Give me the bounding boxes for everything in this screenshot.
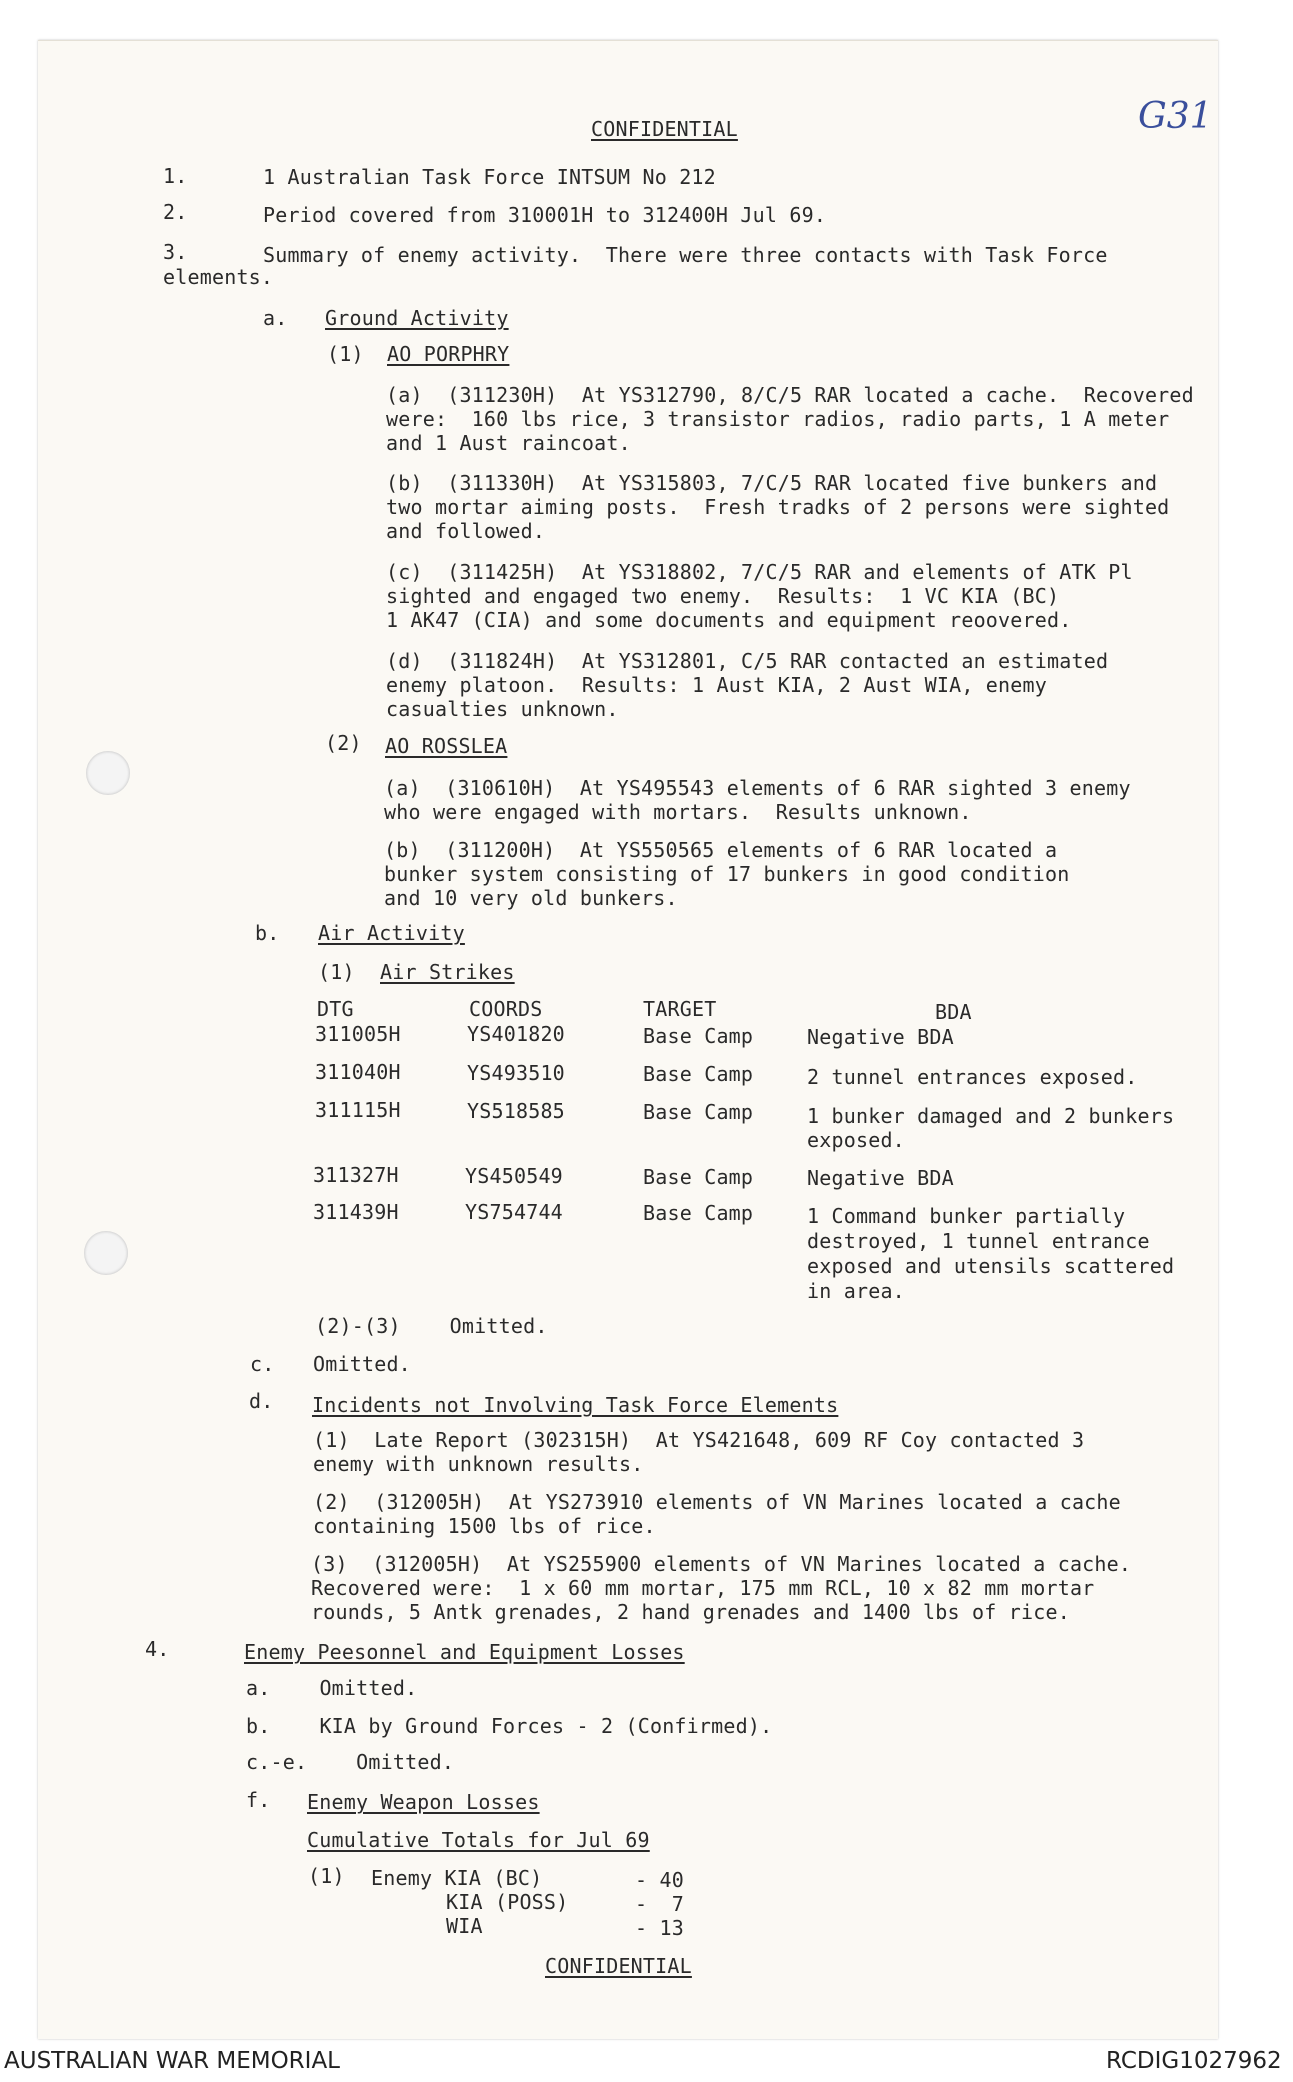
- para-1-text: 1 Australian Task Force INTSUM No 212: [263, 165, 716, 189]
- classification-footer: CONFIDENTIAL: [545, 1954, 692, 1978]
- ao-porphry-item-line: 1 AK47 (CIA) and some documents and equipment reoovered.: [386, 608, 1072, 632]
- losses-label: KIA (POSS): [446, 1890, 569, 1914]
- losses-label: WIA: [446, 1914, 483, 1938]
- air-strike-coords: YS518585: [467, 1099, 565, 1123]
- incident-line: enemy with unknown results.: [313, 1452, 644, 1476]
- air-strike-target: Base Camp: [643, 1100, 754, 1124]
- ao-porphry-item-line: two mortar aiming posts. Fresh tradks of 2 persons were sighted: [386, 495, 1170, 519]
- air-strike-bda: in area.: [807, 1279, 905, 1303]
- para-4b: b. KIA by Ground Forces - 2 (Confirmed).: [246, 1714, 773, 1738]
- ao-porphry-item-line: sighted and engaged two enemy. Results: 1 VC KIA (BC): [386, 584, 1060, 608]
- air-strike-bda: destroyed, 1 tunnel entrance: [807, 1229, 1150, 1253]
- incident-line: (1) Late Report (302315H) At YS421648, 609 RF Coy contacted 3: [313, 1428, 1085, 1452]
- air-strike-bda: exposed and utensils scattered: [807, 1254, 1175, 1278]
- para-3a-label: a.: [263, 306, 288, 330]
- losses-value: - 40: [635, 1868, 684, 1892]
- incident-line: (2) (312005H) At YS273910 elements of VN Marines located a cache: [313, 1490, 1121, 1514]
- ao-rosslea-item-line: who were engaged with mortars. Results unknown.: [384, 800, 972, 824]
- incident-line: rounds, 5 Antk grenades, 2 hand grenades and 1400 lbs of rice.: [311, 1600, 1070, 1624]
- para-3c-text: Omitted.: [313, 1352, 411, 1376]
- incident-line: Recovered were: 1 x 60 mm mortar, 175 mm RCL, 10 x 82 mm mortar: [311, 1576, 1095, 1600]
- para-1-number: 1.: [163, 164, 188, 188]
- para-4-heading: Enemy Peesonnel and Equipment Losses: [244, 1640, 685, 1664]
- air-strike-coords: YS450549: [465, 1164, 563, 1188]
- air-strike-dtg: 311439H: [313, 1200, 399, 1224]
- air-strike-bda: exposed.: [807, 1128, 905, 1152]
- weapon-losses-heading: Enemy Weapon Losses: [307, 1790, 540, 1814]
- air-strike-bda: 1 Command bunker partially: [807, 1204, 1126, 1228]
- air-strike-dtg: 311040H: [315, 1060, 401, 1084]
- classification-header: CONFIDENTIAL: [591, 117, 738, 141]
- losses-number: (1): [308, 1864, 345, 1888]
- air-strike-target: Base Camp: [643, 1024, 754, 1048]
- losses-value: - 7: [635, 1892, 684, 1916]
- air-strike-bda: Negative BDA: [807, 1025, 954, 1049]
- column-header-dtg: DTG: [317, 997, 354, 1021]
- ao-porphry-item-line: (b) (311330H) At YS315803, 7/C/5 RAR located five bunkers and: [386, 471, 1158, 495]
- para-3d-label: d.: [249, 1389, 274, 1413]
- air-strike-coords: YS493510: [467, 1061, 565, 1085]
- air-strike-bda: 1 bunker damaged and 2 bunkers: [807, 1104, 1175, 1128]
- cumulative-totals-heading: Cumulative Totals for Jul 69: [307, 1828, 650, 1852]
- column-header-coords: COORDS: [469, 997, 543, 1021]
- incident-line: containing 1500 lbs of rice.: [313, 1514, 656, 1538]
- air-strikes-number: (1): [318, 960, 355, 984]
- ao-porphry-item-line: (a) (311230H) At YS312790, 8/C/5 RAR located a cache. Recovered: [386, 383, 1194, 407]
- handwritten-reference: G31: [1138, 96, 1213, 137]
- air-strike-coords: YS401820: [467, 1022, 565, 1046]
- ao-porphry-item-line: (c) (311425H) At YS318802, 7/C/5 RAR and elements of ATK Pl: [386, 560, 1133, 584]
- para-4-number: 4.: [145, 1637, 170, 1661]
- ground-activity-heading: Ground Activity: [325, 306, 509, 330]
- para-2-text: Period covered from 310001H to 312400H Jul 69.: [263, 203, 827, 227]
- air-strike-dtg: 311005H: [315, 1022, 401, 1046]
- punch-hole: [86, 751, 130, 795]
- ao-rosslea-heading: AO ROSSLEA: [385, 734, 508, 758]
- air-strike-dtg: 311327H: [313, 1163, 399, 1187]
- para-4a: a. Omitted.: [246, 1676, 418, 1700]
- ao-porphry-item-line: and followed.: [386, 519, 546, 543]
- archive-reference: RCDIG1027962: [1106, 2048, 1282, 2074]
- air-activity-heading: Air Activity: [318, 921, 465, 945]
- ao-porphry-item-line: casualties unknown.: [386, 697, 619, 721]
- archive-name: AUSTRALIAN WAR MEMORIAL: [4, 2048, 340, 2074]
- para-3-number: 3.: [163, 240, 188, 264]
- air-strike-dtg: 311115H: [315, 1098, 401, 1122]
- ao-porphry-item-line: and 1 Aust raincoat.: [386, 431, 631, 455]
- para-4c-e: c.-e. Omitted.: [246, 1750, 455, 1774]
- air-strike-bda: 2 tunnel entrances exposed.: [807, 1065, 1138, 1089]
- column-header-bda: BDA: [935, 1000, 972, 1024]
- ao-porphry-item-line: were: 160 lbs rice, 3 transistor radios, radio parts, 1 A meter: [386, 407, 1170, 431]
- air-strikes-heading: Air Strikes: [380, 960, 515, 984]
- air-activity-omitted: (2)-(3) Omitted.: [315, 1314, 548, 1338]
- ao-porphry-heading: AO PORPHRY: [387, 342, 510, 366]
- air-strike-target: Base Camp: [643, 1201, 754, 1225]
- air-strike-target: Base Camp: [643, 1062, 754, 1086]
- column-header-target: TARGET: [643, 997, 717, 1021]
- punch-hole: [84, 1231, 128, 1275]
- ao-porphry-item-line: enemy platoon. Results: 1 Aust KIA, 2 Aust WIA, enemy: [386, 673, 1048, 697]
- para-3-line: Summary of enemy activity. There were three contacts with Task Force: [263, 243, 1108, 267]
- ao-porphry-number: (1): [327, 342, 364, 366]
- ao-rosslea-item-line: (b) (311200H) At YS550565 elements of 6 RAR located a: [384, 838, 1058, 862]
- document-page: [38, 40, 1218, 2039]
- incidents-heading: Incidents not Involving Task Force Elements: [312, 1393, 839, 1417]
- ao-rosslea-item-line: (a) (310610H) At YS495543 elements of 6 RAR sighted 3 enemy: [384, 776, 1131, 800]
- para-3c-label: c.: [250, 1352, 275, 1376]
- para-3-line: elements.: [163, 265, 274, 289]
- ao-rosslea-item-line: bunker system consisting of 17 bunkers in good condition: [384, 862, 1070, 886]
- air-strike-bda: Negative BDA: [807, 1166, 954, 1190]
- air-strike-target: Base Camp: [643, 1165, 754, 1189]
- losses-label: Enemy KIA (BC): [371, 1866, 543, 1890]
- para-4f-label: f.: [246, 1788, 271, 1812]
- air-strike-coords: YS754744: [465, 1200, 563, 1224]
- para-2-number: 2.: [163, 200, 188, 224]
- para-3b-label: b.: [255, 921, 280, 945]
- incident-line: (3) (312005H) At YS255900 elements of VN Marines located a cache.: [311, 1552, 1132, 1576]
- losses-value: - 13: [635, 1916, 684, 1940]
- ao-porphry-item-line: (d) (311824H) At YS312801, C/5 RAR contacted an estimated: [386, 649, 1109, 673]
- ao-rosslea-item-line: and 10 very old bunkers.: [384, 886, 678, 910]
- ao-rosslea-number: (2): [325, 731, 362, 755]
